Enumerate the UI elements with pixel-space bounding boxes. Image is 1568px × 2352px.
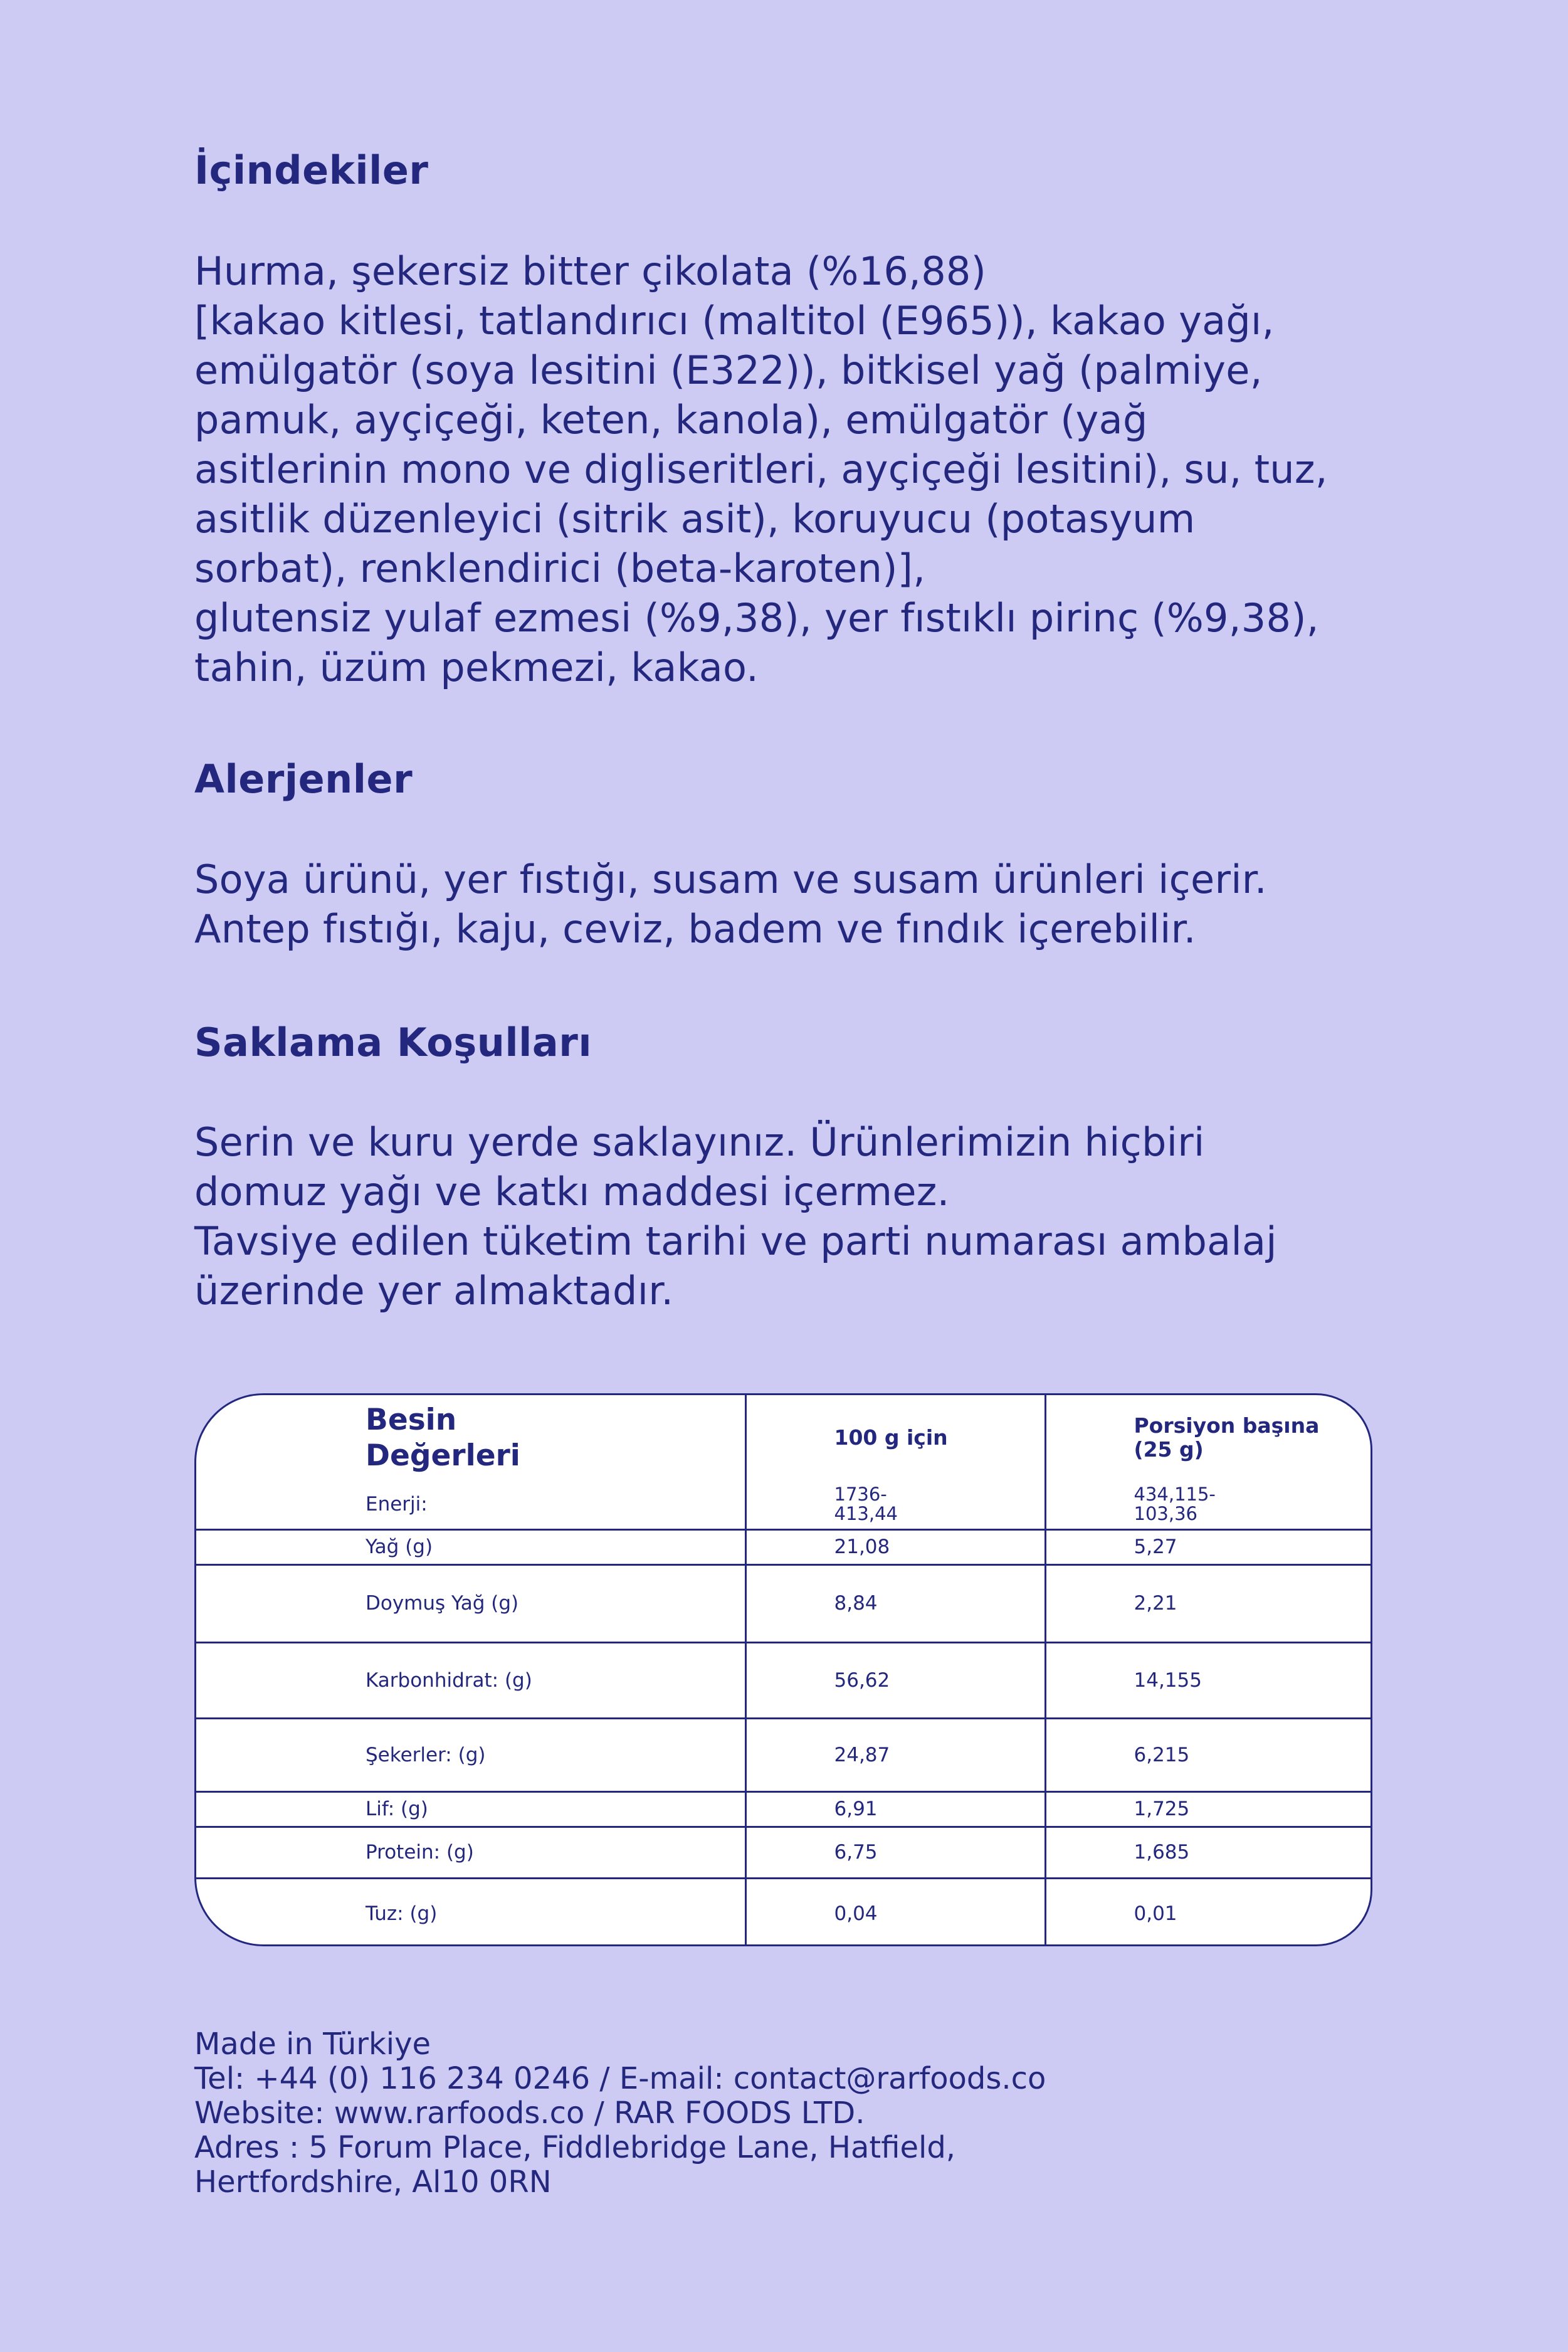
nutrition-row (196, 1642, 1371, 1718)
ingredients-title: İçindekiler (194, 147, 429, 193)
nutrient-portion: 2,21 (1045, 1564, 1371, 1642)
nutrition-header-portion-line: Porsiyon başına (1134, 1413, 1320, 1438)
storage-line: domuz yağı ve katkı maddesi içermez. (194, 1169, 950, 1215)
nutrient-per100: 6,75 (745, 1827, 1045, 1878)
nutrition-row (196, 1564, 1371, 1642)
nutrition-table (194, 1393, 1372, 1946)
ingredients-line: glutensiz yulaf ezmesi (%9,38), yer fıstıklı pirinç (%9,38), (194, 595, 1319, 641)
ingredients-line: asitlik düzenleyici (sitrik asit), koruyucu (potasyum (194, 496, 1196, 542)
allergens-line: Antep fıstığı, kaju, ceviz, badem ve fındık içerebilir. (194, 906, 1196, 952)
nutrient-per100: 21,08 (745, 1529, 1045, 1564)
nutrition-row (196, 1529, 1371, 1564)
nutrient-name: Karbonhidrat: (g) (196, 1642, 745, 1718)
ingredients-text (194, 246, 1423, 692)
allergens-line: Soya ürünü, yer fıstığı, susam ve susam ürünleri içerir. (194, 857, 1267, 902)
nutrient-name: Lif: (g) (196, 1791, 745, 1827)
storage-title: Saklama Koşulları (194, 1020, 592, 1065)
nutrient-per100: 24,87 (745, 1718, 1045, 1791)
footer-address: Adres : 5 Forum Place, Fiddlebridge Lane, Hatfield, (194, 2130, 956, 2165)
nutrient-name: Şekerler: (g) (196, 1718, 745, 1791)
ingredients-line: asitlerinin mono ve digliseritleri, ayçiçeği lesitini), su, tuz, (194, 446, 1328, 492)
nutrition-row (196, 1718, 1371, 1791)
nutrition-header-portion (1045, 1395, 1371, 1480)
nutrition-row (196, 1878, 1371, 1946)
nutrition-row (196, 1791, 1371, 1827)
ingredients-line: emülgatör (soya lesitini (E322)), bitkisel yağ (palmiye, (194, 347, 1263, 393)
ingredients-line: tahin, üzüm pekmezi, kakao. (194, 645, 759, 690)
nutrient-portion: 434,115- 103,36 (1045, 1480, 1371, 1529)
nutrient-per100: 6,91 (745, 1791, 1045, 1827)
allergens-text (194, 855, 1423, 954)
footer-origin: Made in Türkiye (194, 2027, 431, 2062)
nutrition-row (196, 1827, 1371, 1878)
nutrient-portion: 1,685 (1045, 1827, 1371, 1878)
nutrient-per100: 1736- 413,44 (745, 1480, 1045, 1529)
nutrient-name: Enerji: (366, 1493, 428, 1516)
nutrient-portion: 5,27 (1045, 1529, 1371, 1564)
footer-contact: Tel: +44 (0) 116 234 0246 / E-mail: contact@rarfoods.co (194, 2061, 1046, 2096)
allergens-title: Alerjenler (194, 756, 413, 802)
nutrition-header-per100: 100 g için (745, 1395, 1045, 1480)
nutrient-per100: 8,84 (745, 1564, 1045, 1642)
footer-address: Hertfordshire, Al10 0RN (194, 2165, 552, 2200)
nutrient-per100: 56,62 (745, 1642, 1045, 1718)
storage-line: Tavsiye edilen tüketim tarihi ve parti numarası ambalaj (194, 1218, 1277, 1264)
ingredients-line: sorbat), renklendirici (beta-karoten)], (194, 546, 926, 591)
storage-text (194, 1117, 1423, 1316)
nutrient-portion: 1,725 (1045, 1791, 1371, 1827)
nutrition-header-label (196, 1395, 745, 1480)
nutrition-header-portion-line: (25 g) (1134, 1437, 1204, 1462)
ingredients-line: pamuk, ayçiçeği, keten, kanola), emülgatör (yağ (194, 397, 1148, 443)
nutrient-name: Yağ (g) (196, 1529, 745, 1564)
nutrient-portion: 0,01 (1045, 1878, 1371, 1946)
nutrition-body (196, 1480, 1371, 1946)
ingredients-line: [kakao kitlesi, tatlandırıcı (maltitol (E965)), kakao yağı, (194, 298, 1275, 344)
nutrient-name: Protein: (g) (196, 1827, 745, 1878)
ingredients-line: Hurma, şekersiz bitter çikolata (%16,88) (194, 248, 987, 294)
footer (194, 2027, 1386, 2200)
storage-line: Serin ve kuru yerde saklayınız. Ürünlerimizin hiçbiri (194, 1119, 1205, 1165)
nutrient-portion: 14,155 (1045, 1642, 1371, 1718)
storage-line: üzerinde yer almaktadır. (194, 1268, 674, 1314)
nutrition-header-label-line: Besin (366, 1403, 457, 1437)
nutrient-portion: 6,215 (1045, 1718, 1371, 1791)
nutrient-name: Doymuş Yağ (g) (196, 1564, 745, 1642)
nutrition-header-row (196, 1395, 1371, 1480)
nutrition-header-label-line: Değerleri (366, 1438, 520, 1473)
nutrient-name: Tuz: (g) (196, 1878, 745, 1946)
footer-website: Website: www.rarfoods.co / RAR FOODS LTD. (194, 2096, 865, 2131)
nutrition-row (196, 1480, 1371, 1529)
nutrient-per100: 0,04 (745, 1878, 1045, 1946)
